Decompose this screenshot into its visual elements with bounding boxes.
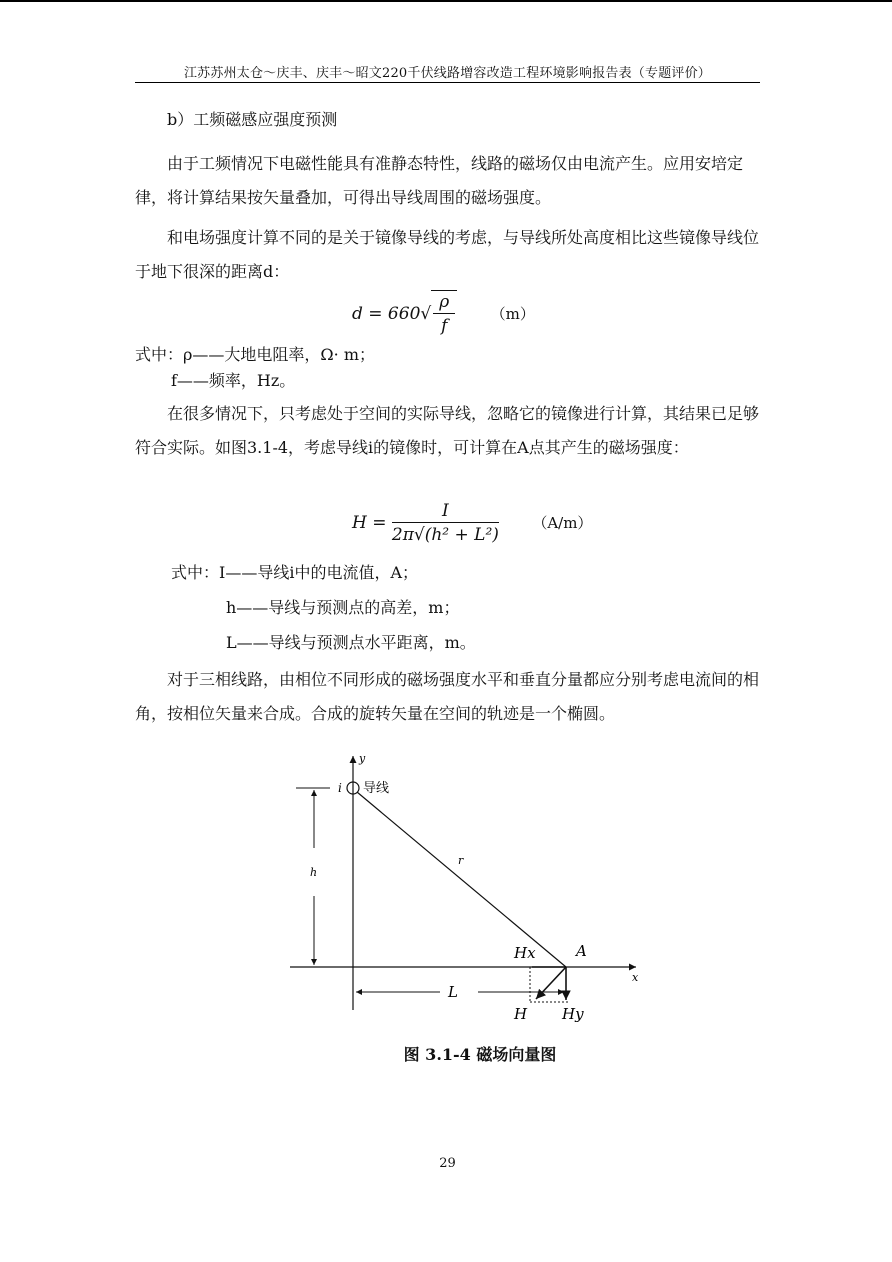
label-h: h — [310, 866, 318, 879]
formula-depth-lhs: d = 660 — [352, 304, 421, 324]
label-A: A — [576, 942, 587, 960]
label-r: r — [458, 854, 464, 867]
page-header: 江苏苏州太仓～庆丰、庆丰～昭文220千伏线路增容改造工程环境影响报告表（专题评价） — [183, 66, 711, 81]
label-Hy: Hy — [562, 1005, 584, 1023]
label-wire: 导线 — [363, 781, 390, 796]
formula-field-lhs: H = — [352, 513, 387, 533]
formula-depth-denominator: f — [441, 316, 448, 336]
label-y: y — [359, 752, 366, 765]
definition-rho: 式中：ρ——大地电阻率，Ω· m； — [135, 345, 376, 364]
formula-depth-unit: （m） — [490, 305, 535, 323]
paragraph-3: 在很多情况下，只考虑处于空间的实际导线，忽略它的镜像进行计算，其结果已足够符合实际。如图3.1-4，考虑导线i的镜像时，可计算在A点其产生的磁场强度： — [135, 404, 760, 457]
r-line — [357, 792, 566, 967]
definition-frequency: f——频率，Hz。 — [171, 371, 296, 390]
paragraph-1: 由于工频情况下电磁性能具有准静态特性，线路的磁场仅由电流产生。应用安培定律，将计算结果按矢量叠加，可得出导线周围的磁场强度。 — [135, 154, 744, 207]
formula-field-numerator: I — [392, 500, 499, 523]
formula-depth: d = 660√ $\frac{\rho}{f}$ （m） — [352, 292, 535, 336]
page-number: 29 — [439, 1156, 456, 1171]
formula-field-denominator: 2π√(h² + L²) — [391, 525, 499, 545]
formula-field-unit: （A/m） — [532, 514, 593, 532]
section-title: b）工频磁感应强度预测 — [167, 110, 338, 129]
magnetic-vector-figure — [280, 748, 650, 1038]
top-border — [0, 0, 892, 2]
definition-height: h——导线与预测点的高差，m； — [226, 598, 460, 617]
H-vector — [536, 967, 566, 999]
label-L: L — [448, 983, 458, 1001]
paragraph-4: 对于三相线路，由相位不同形成的磁场强度水平和垂直分量都应分别考虑电流间的相角，按相位矢量来合成。合成的旋转矢量在空间的轨迹是一个椭圆。 — [135, 670, 760, 723]
label-H: H — [514, 1005, 528, 1023]
figure-caption: 图 3.1-4 磁场向量图 — [403, 1045, 557, 1064]
definition-distance: L——导线与预测点水平距离，m。 — [226, 633, 476, 652]
label-i: i — [338, 781, 342, 795]
paragraph-2: 和电场强度计算不同的是关于镜像导线的考虑，与导线所处高度相比这些镜像导线位于地下很深的距离d： — [135, 228, 760, 281]
formula-field — [352, 500, 592, 547]
header-rule — [135, 82, 760, 83]
definition-current: 式中：I——导线i中的电流值，A； — [171, 563, 418, 582]
label-Hx: Hx — [514, 944, 536, 962]
formula-depth-numerator: ρ — [433, 291, 455, 314]
label-x: x — [632, 971, 639, 984]
